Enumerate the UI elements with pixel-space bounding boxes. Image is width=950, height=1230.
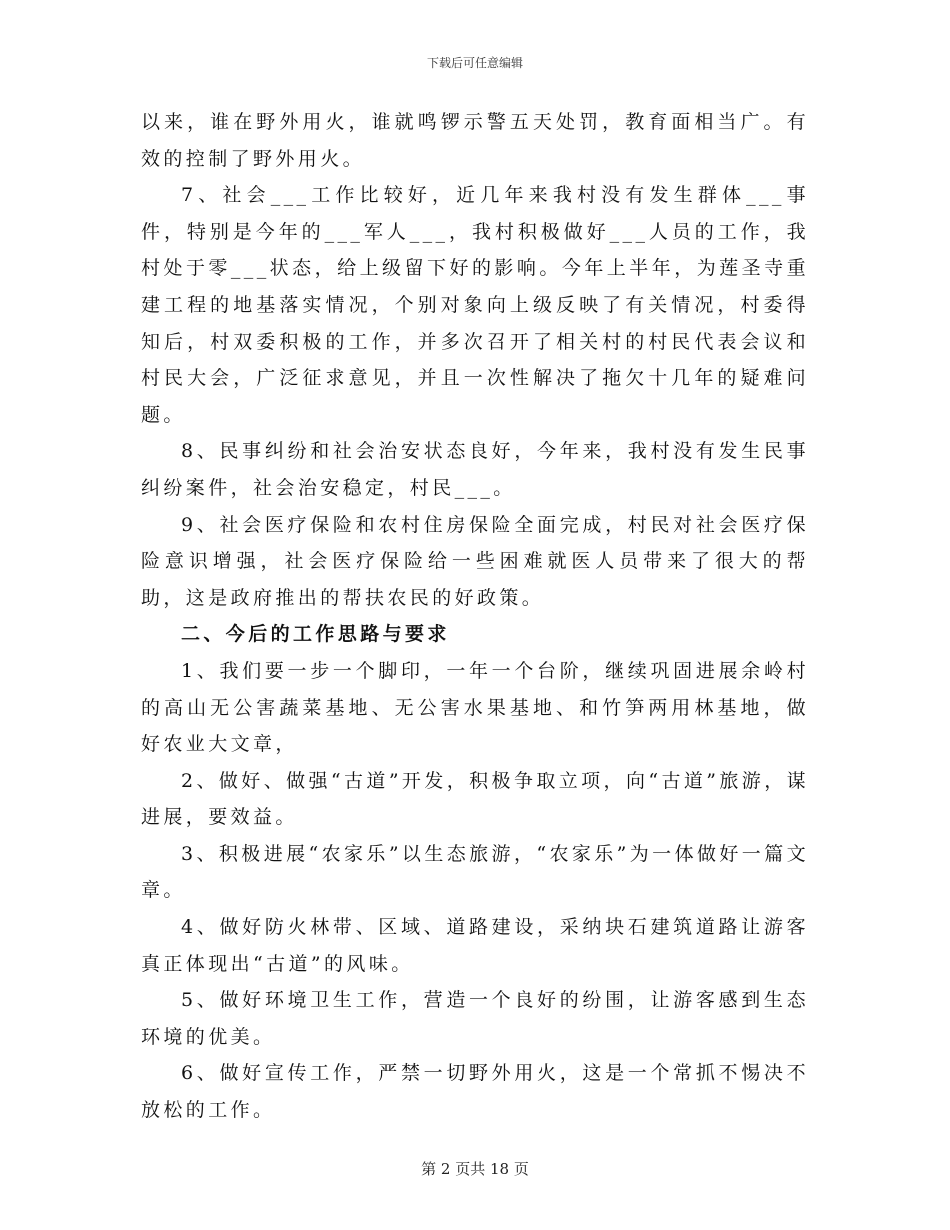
document-body [141, 104, 809, 1129]
list-item-6: 6、做好宣传工作，严禁一切野外用火，这是一个常抓不惕决不放松的工作。 [141, 1062, 809, 1122]
page-footer: 第 2 页共 18 页 [421, 1160, 529, 1178]
paragraph-item-9: 9、社会医疗保险和农村住房保险全面完成，村民对社会医疗保险意识增强，社会医疗保险给一些困难就医人员带来了很大的帮助，这是政府推出的帮扶农民的好政策。 [141, 513, 809, 609]
list-item-5: 5、做好环境卫生工作，营造一个良好的纷围，让游客感到生态环境的优美。 [141, 989, 809, 1048]
paragraph-continuation: 以来，谁在野外用火，谁就鸣锣示警五天处罚，教育面相当广。有效的控制了野外用火。 [141, 111, 809, 170]
page-header: 下载后可任意编辑 [426, 56, 523, 70]
list-item-3: 3、积极进展“农家乐”以生态旅游，“农家乐”为一体做好一篇文章。 [141, 842, 809, 902]
list-item-1: 1、我们要一步一个脚印，一年一个台阶，继续巩固进展余岭村的高山无公害蔬菜基地、无公害水果基地、和竹笋两用林基地，做好农业大文章， [141, 659, 809, 756]
paragraph-item-7: 7、社会___工作比较好，近几年来我村没有发生群体___事件，特别是今年的___军人___，我村积极做好___人员的工作，我村处于零___状态，给上级留下好的影响。今年上半年，为莲圣寺重建工程的地基落实情况，个别对象向上级反映了有关情况，村委得知后，村双委积极的工作，并多次召开了相关村的村民代表会议和村民大会，广泛征求意见，并且一次性解决了拖欠十几年的疑难问题。 [141, 184, 809, 426]
list-item-2: 2、做好、做强“古道”开发，积极争取立项，向“古道”旅游，谋进展，要效益。 [141, 769, 809, 829]
list-item-4: 4、做好防火林带、区域、道路建设，采纳块石建筑道路让游客真正体现出“古道”的风味。 [141, 916, 809, 975]
paragraph-item-8: 8、民事纠纷和社会治安状态良好，今年来，我村没有发生民事纠纷案件，社会治安稳定，村民___。 [141, 440, 809, 499]
section-heading: 二、今后的工作思路与要求 [181, 623, 450, 646]
